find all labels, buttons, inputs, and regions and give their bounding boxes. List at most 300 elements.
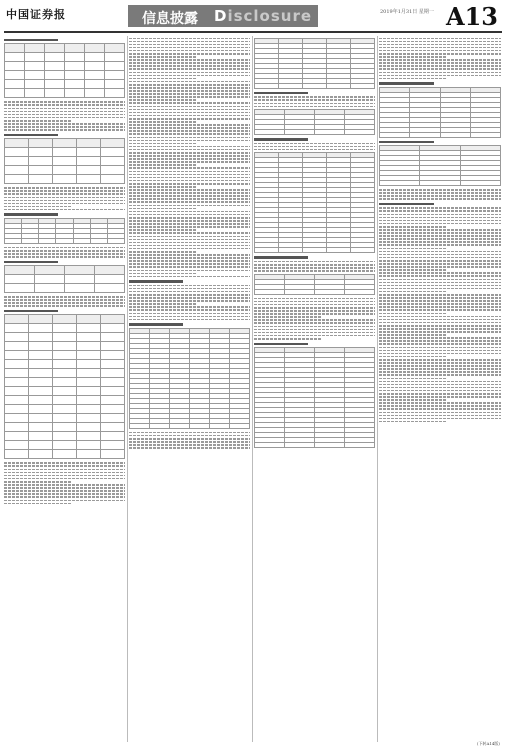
text-line [129, 133, 250, 135]
text-line [4, 478, 125, 480]
text-line [379, 316, 501, 318]
table-row [5, 148, 125, 157]
text-line [379, 309, 501, 311]
text-line [379, 266, 501, 268]
table-row [255, 130, 375, 135]
text-line [129, 432, 250, 434]
table-cell [285, 130, 315, 135]
text-line [129, 300, 250, 302]
text-line [129, 164, 196, 166]
text-line [4, 200, 125, 202]
table-row [5, 333, 125, 342]
text-line [4, 296, 125, 298]
text-line [4, 114, 125, 116]
section-heading [254, 256, 308, 258]
text-line [379, 65, 501, 67]
table-cell [5, 139, 29, 148]
table-cell [53, 378, 77, 387]
table-cell [35, 275, 65, 284]
section-heading [254, 343, 308, 345]
text-line [379, 223, 501, 225]
table-cell [327, 84, 351, 89]
table-cell [77, 450, 101, 459]
text-line [379, 331, 501, 333]
table-row [380, 132, 501, 137]
text-line [379, 343, 501, 345]
table-cell [5, 378, 29, 387]
text-line [379, 371, 501, 373]
text-line [254, 329, 375, 331]
section-heading [129, 323, 183, 325]
table-cell [45, 44, 65, 53]
text-line [129, 62, 250, 64]
table-cell [29, 315, 53, 324]
text-line [129, 441, 250, 443]
data-table [379, 87, 501, 138]
table-cell [5, 414, 29, 423]
text-line [129, 59, 250, 61]
section-banner [128, 5, 318, 27]
text-line [4, 126, 125, 128]
text-line [4, 487, 125, 489]
table-cell [65, 275, 95, 284]
text-line [4, 481, 71, 483]
table-row [130, 423, 250, 428]
table-row [255, 84, 375, 89]
table-cell [5, 157, 29, 166]
text-line [129, 217, 250, 219]
text-line [129, 223, 250, 225]
text-line [129, 291, 250, 293]
newspaper-masthead: 中国证券报 [6, 8, 66, 21]
text-line [254, 313, 375, 315]
table-cell [25, 53, 45, 62]
text-line [379, 41, 501, 43]
text-line [379, 68, 501, 70]
text-line [129, 180, 250, 182]
table-cell [29, 342, 53, 351]
text-line [129, 112, 250, 114]
text-line [379, 195, 501, 197]
table-row [5, 139, 125, 148]
section-heading [4, 261, 58, 263]
text-line [379, 59, 501, 61]
text-line [379, 232, 501, 234]
text-line [379, 396, 501, 398]
text-line [379, 257, 501, 259]
table-cell [90, 238, 107, 243]
table-cell [29, 157, 53, 166]
table-cell [53, 432, 77, 441]
text-line [254, 332, 375, 334]
table-row [5, 369, 125, 378]
text-line [254, 267, 375, 269]
table-cell [5, 351, 29, 360]
text-line [379, 306, 501, 308]
section-heading [379, 141, 434, 143]
table-row [5, 71, 125, 80]
table-row [5, 360, 125, 369]
text-line [254, 326, 375, 328]
table-cell [53, 351, 77, 360]
table-cell [5, 275, 35, 284]
text-line [4, 496, 125, 498]
text-line [379, 368, 501, 370]
text-line [129, 44, 250, 46]
text-line [4, 484, 125, 486]
text-line [129, 106, 250, 108]
text-line [129, 41, 250, 43]
table-cell [53, 387, 77, 396]
dateline: 2019年1月31日 星期一 [380, 9, 434, 15]
text-line [129, 174, 250, 176]
text-line [379, 381, 501, 383]
data-table [129, 328, 250, 429]
table-row [5, 175, 125, 184]
table-cell [29, 351, 53, 360]
table-cell [101, 378, 125, 387]
section-heading [129, 280, 183, 282]
text-line [129, 208, 196, 210]
text-line [379, 56, 446, 58]
text-line [4, 503, 71, 505]
text-line [129, 137, 250, 139]
text-line [4, 117, 125, 119]
text-line [129, 47, 250, 49]
text-line [4, 129, 125, 131]
text-line [379, 285, 501, 287]
text-line [254, 143, 375, 145]
text-line [254, 149, 375, 151]
section-heading [379, 82, 434, 84]
text-line [254, 96, 375, 98]
text-line [129, 192, 250, 194]
table-cell [345, 130, 375, 135]
text-line [129, 186, 196, 188]
table-cell [29, 432, 53, 441]
table-cell [53, 360, 77, 369]
text-line [254, 319, 375, 321]
table-cell [345, 289, 375, 294]
text-line [4, 462, 125, 464]
table-cell [29, 324, 53, 333]
text-line [379, 374, 501, 376]
table-cell [440, 132, 470, 137]
table-cell [29, 333, 53, 342]
text-line [379, 263, 501, 265]
table-cell [77, 405, 101, 414]
text-line [129, 115, 250, 117]
table-cell [29, 139, 53, 148]
text-line [129, 189, 250, 191]
header-rule [4, 31, 502, 33]
table-row [5, 351, 125, 360]
text-line [129, 205, 250, 207]
table-cell [29, 423, 53, 432]
table-cell [101, 315, 125, 324]
text-line [379, 72, 501, 74]
text-line [379, 378, 446, 380]
section-heading [4, 39, 58, 41]
table-cell [5, 89, 25, 98]
text-line [129, 288, 250, 290]
table-cell [45, 71, 65, 80]
table-cell [5, 80, 25, 89]
table-row [380, 181, 501, 186]
table-cell [77, 369, 101, 378]
table-cell [101, 432, 125, 441]
table-cell [315, 289, 345, 294]
data-table [4, 314, 125, 459]
table-cell [77, 342, 101, 351]
text-line [379, 328, 501, 330]
table-cell [5, 166, 29, 175]
table-cell [5, 148, 29, 157]
text-line [379, 408, 501, 410]
table-row [5, 284, 125, 293]
table-cell [101, 405, 125, 414]
table-cell [5, 62, 25, 71]
table-cell [303, 84, 327, 89]
table-cell [101, 369, 125, 378]
column-4 [379, 36, 501, 742]
section-title-en [214, 7, 312, 25]
table-cell [285, 289, 315, 294]
table-row [5, 441, 125, 450]
table-cell [101, 351, 125, 360]
section-heading [4, 310, 58, 312]
section-heading [4, 213, 58, 215]
text-line [129, 306, 250, 308]
table-cell [210, 423, 230, 428]
table-cell [29, 175, 53, 184]
table-cell [303, 248, 327, 253]
text-line [129, 90, 250, 92]
data-table [254, 38, 375, 89]
data-table [254, 109, 375, 135]
table-cell [53, 139, 77, 148]
text-line [129, 239, 250, 241]
table-cell [53, 324, 77, 333]
text-line [129, 177, 250, 179]
text-line [4, 206, 71, 208]
text-line [129, 56, 196, 58]
text-line [129, 447, 250, 449]
table-cell [85, 44, 105, 53]
table-row [5, 44, 125, 53]
table-cell [5, 360, 29, 369]
text-line [254, 99, 375, 101]
section-title-initial: D [214, 7, 228, 25]
table-cell [77, 423, 101, 432]
text-line [129, 96, 250, 98]
table-cell [150, 423, 170, 428]
text-line [4, 209, 125, 211]
table-cell [29, 414, 53, 423]
text-line [4, 203, 125, 205]
table-cell [101, 157, 125, 166]
table-cell [77, 414, 101, 423]
table-cell [25, 71, 45, 80]
table-cell [29, 405, 53, 414]
table-cell [101, 414, 125, 423]
text-line [129, 161, 250, 163]
table-cell [45, 62, 65, 71]
data-table [254, 152, 375, 253]
table-cell [53, 396, 77, 405]
text-line [379, 340, 501, 342]
text-line [129, 266, 250, 268]
text-line [129, 124, 250, 126]
table-row [5, 266, 125, 275]
text-line [379, 229, 501, 231]
text-line [379, 322, 501, 324]
text-line [379, 288, 501, 290]
table-cell [130, 423, 150, 428]
text-line [379, 238, 501, 240]
table-row [5, 378, 125, 387]
table-cell [45, 80, 65, 89]
section-title-cn: 信息披露 [142, 11, 198, 27]
table-cell [410, 132, 440, 137]
text-line [129, 444, 250, 446]
table-cell [53, 342, 77, 351]
table-row [5, 53, 125, 62]
text-line [129, 248, 250, 250]
table-cell [101, 342, 125, 351]
text-line [379, 241, 501, 243]
text-line [379, 189, 501, 191]
table-cell [5, 450, 29, 459]
table-cell [85, 62, 105, 71]
table-row [255, 289, 375, 294]
text-line [254, 310, 375, 312]
text-line [379, 353, 501, 355]
table-cell [351, 248, 375, 253]
text-line [379, 217, 501, 219]
table-cell [95, 266, 125, 275]
text-line [4, 472, 125, 474]
column-divider [252, 36, 253, 742]
text-line [379, 297, 501, 299]
table-cell [25, 80, 45, 89]
text-line [129, 270, 250, 272]
text-line [129, 99, 196, 101]
text-line [4, 490, 125, 492]
text-line [129, 38, 250, 40]
text-line [379, 393, 501, 395]
table-cell [77, 324, 101, 333]
data-table [4, 138, 125, 184]
section-title-rest: isclosure [227, 7, 313, 25]
text-line [4, 193, 125, 195]
text-line [129, 167, 250, 169]
table-cell [5, 284, 35, 293]
text-line [129, 273, 196, 275]
text-line [4, 197, 125, 199]
text-line [129, 316, 250, 318]
text-line [129, 127, 250, 129]
table-cell [5, 441, 29, 450]
table-cell [279, 248, 303, 253]
text-line [129, 109, 250, 111]
table-cell [327, 248, 351, 253]
text-line [129, 75, 250, 77]
text-line [379, 251, 501, 253]
text-line [129, 53, 250, 55]
text-line [379, 38, 501, 40]
table-cell [105, 44, 125, 53]
table-cell [53, 157, 77, 166]
table-row [5, 423, 125, 432]
text-line [379, 198, 501, 200]
table-cell [77, 351, 101, 360]
text-line [4, 101, 125, 103]
text-line [379, 192, 501, 194]
table-row [5, 238, 125, 243]
text-line [129, 143, 196, 145]
table-cell [65, 44, 85, 53]
table-cell [25, 62, 45, 71]
text-line [379, 405, 501, 407]
text-line [254, 316, 321, 318]
table-cell [77, 315, 101, 324]
table-cell [101, 324, 125, 333]
table-cell [35, 284, 65, 293]
text-line [129, 236, 250, 238]
continued-note: (下转A14版) [476, 741, 500, 746]
table-cell [25, 89, 45, 98]
text-line [129, 251, 196, 253]
table-cell [101, 360, 125, 369]
table-cell [65, 284, 95, 293]
table-cell [345, 442, 375, 447]
table-cell [29, 360, 53, 369]
table-cell [29, 396, 53, 405]
column-2 [129, 36, 250, 742]
table-cell [5, 266, 35, 275]
table-cell [255, 130, 285, 135]
text-line [379, 244, 501, 246]
section-heading [379, 203, 434, 205]
table-cell [255, 442, 285, 447]
table-row [5, 62, 125, 71]
table-cell [53, 333, 77, 342]
text-line [129, 242, 250, 244]
text-line [129, 78, 196, 80]
text-line [4, 190, 125, 192]
table-cell [53, 166, 77, 175]
text-line [379, 362, 501, 364]
table-cell [101, 166, 125, 175]
table-cell [77, 378, 101, 387]
table-cell [5, 333, 29, 342]
table-cell [190, 423, 210, 428]
table-cell [380, 132, 410, 137]
text-line [129, 276, 250, 278]
table-row [5, 342, 125, 351]
text-line [129, 87, 250, 89]
table-cell [65, 53, 85, 62]
table-cell [5, 324, 29, 333]
text-line [129, 319, 250, 321]
text-line [129, 303, 196, 305]
table-cell [25, 44, 45, 53]
section-heading [254, 138, 308, 140]
text-line [379, 207, 501, 209]
table-cell [315, 442, 345, 447]
table-cell [101, 148, 125, 157]
